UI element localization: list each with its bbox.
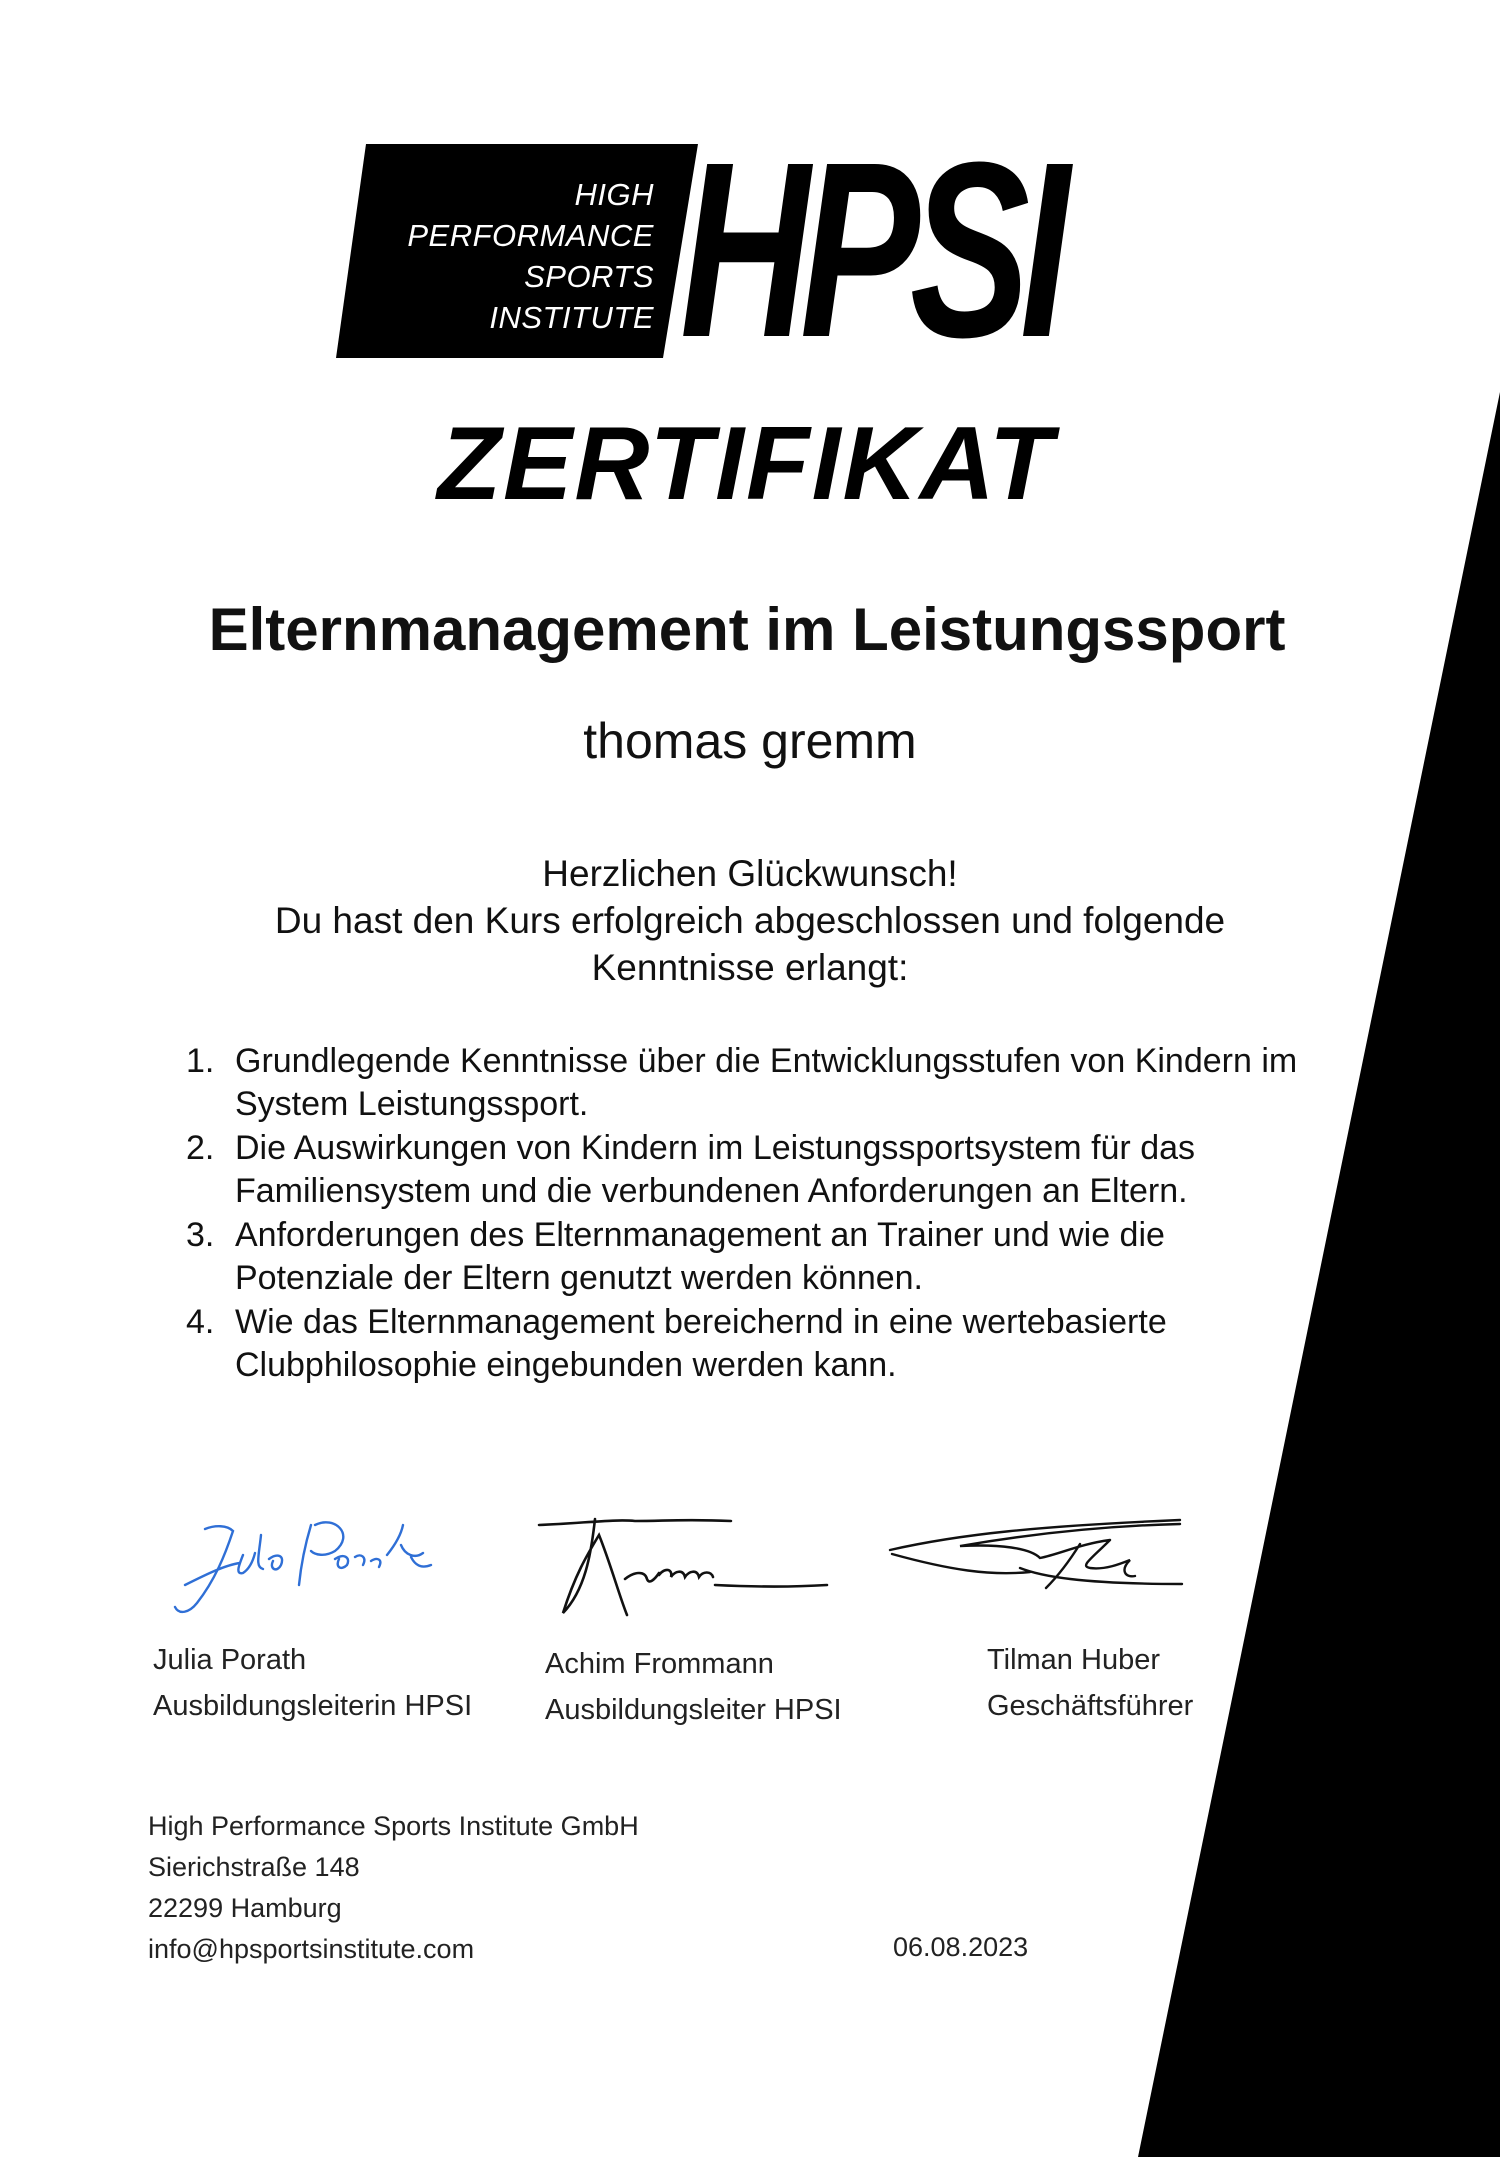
- signatory-role: Ausbildungsleiterin HPSI: [153, 1690, 473, 1722]
- recipient-name: thomas gremm: [583, 713, 917, 769]
- hpsi-wordmark: HPSI: [680, 110, 1060, 389]
- company-email: info@hpsportsinstitute.com: [148, 1934, 475, 1964]
- skill-item: [180, 1040, 1330, 1126]
- signature-achim-frommann: [535, 1505, 835, 1625]
- signatory-name: Julia Porath: [153, 1644, 307, 1676]
- company-street: Sierichstraße 148: [148, 1852, 360, 1882]
- certificate-title: ZERTIFIKAT: [437, 406, 1055, 522]
- signatory-name: Achim Frommann: [545, 1648, 774, 1680]
- logo-tagline-line: INSTITUTE: [489, 300, 654, 335]
- congratulation-line: Kenntnisse erlangt:: [591, 947, 909, 988]
- issue-date: 06.08.2023: [893, 1932, 1029, 1962]
- skill-number: 3.: [186, 1216, 215, 1254]
- congratulation-line: Du hast den Kurs erfolgreich abgeschlossen und folgende: [274, 900, 1226, 941]
- skill-number: 4.: [186, 1303, 215, 1341]
- skills-list: [180, 1040, 1330, 1388]
- company-address: [148, 1806, 639, 1970]
- signatory-role: Ausbildungsleiter HPSI: [545, 1694, 842, 1726]
- skill-item: [180, 1214, 1330, 1300]
- skill-text: Wie das Elternmanagement bereichernd in eine wertebasierte Clubphilosophie eingebunden werden kann.: [235, 1303, 1167, 1384]
- company-city: 22299 Hamburg: [148, 1893, 342, 1923]
- congratulation-line: Herzlichen Glückwunsch!: [542, 853, 958, 894]
- logo-tagline-line: HIGH: [574, 177, 654, 212]
- company-name: High Performance Sports Institute GmbH: [148, 1811, 639, 1841]
- skill-text: Die Auswirkungen von Kindern im Leistungssportsystem für das Familiensystem und die verbundenen Anforderungen an Eltern.: [235, 1129, 1196, 1210]
- logo-tagline: [336, 174, 654, 338]
- skill-item: [180, 1127, 1330, 1213]
- logo-tagline-line: PERFORMANCE: [407, 218, 654, 253]
- course-title: Elternmanagement im Leistungssport: [208, 596, 1286, 663]
- skill-number: 1.: [186, 1042, 215, 1080]
- signatory-name: Tilman Huber: [987, 1644, 1160, 1676]
- congratulation-text: [200, 850, 1300, 991]
- skill-text: Anforderungen des Elternmanagement an Trainer und wie die Potenziale der Eltern genutzt werden können.: [235, 1216, 1165, 1297]
- skill-text: Grundlegende Kenntnisse über die Entwicklungsstufen von Kindern im System Leistungssport.: [235, 1042, 1298, 1123]
- skill-number: 2.: [186, 1129, 215, 1167]
- signatory-role: Geschäftsführer: [987, 1690, 1194, 1722]
- signature-julia-porath: [165, 1495, 445, 1625]
- skill-item: [180, 1301, 1330, 1387]
- signature-tilman-huber: [880, 1510, 1190, 1620]
- logo-tagline-line: SPORTS: [524, 259, 654, 294]
